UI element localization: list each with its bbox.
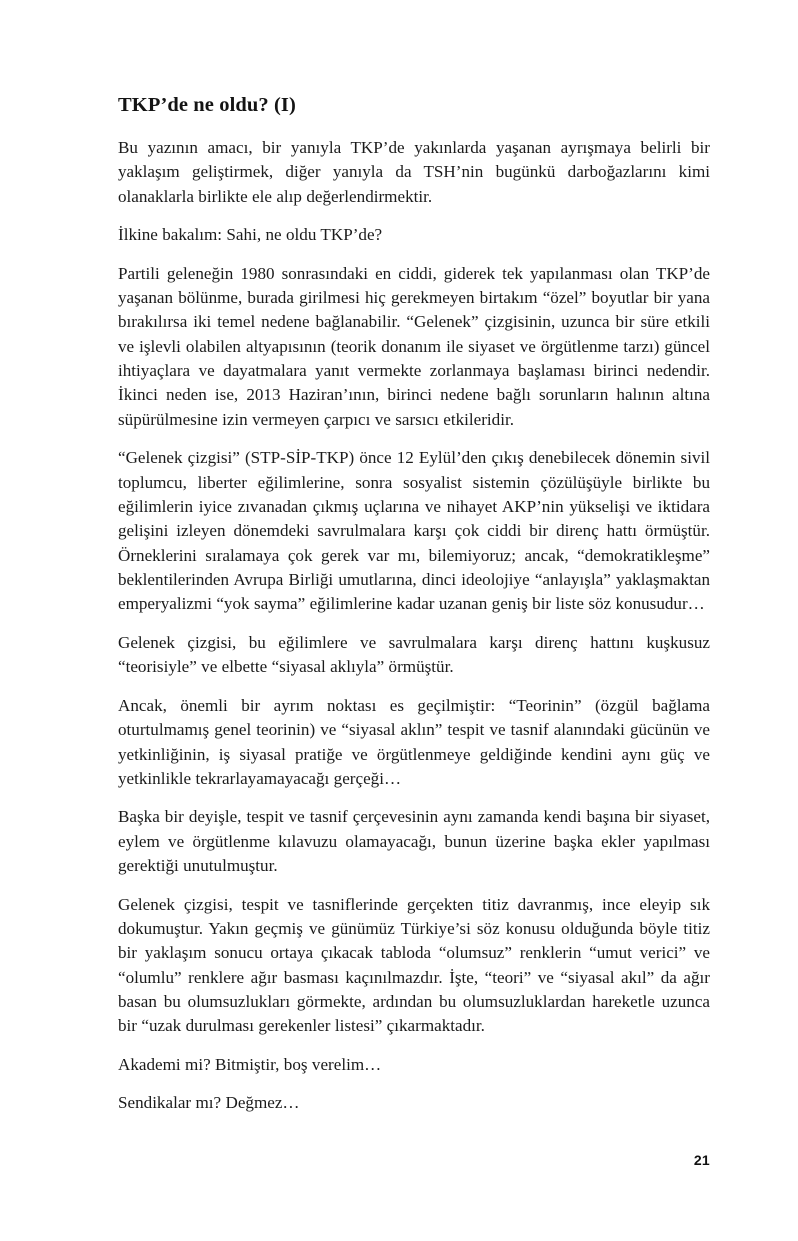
- text-column: [118, 92, 710, 1116]
- body-paragraph: “Gelenek çizgisi” (STP-SİP-TKP) önce 12 Eylül’den çıkış denebilecek dönemin sivil toplumcu, liberter eğilimlerine, sonra sosyalist sistemin çözülüşüyle birlikte bu eğilimlerin iyice zıvanadan çıkmış uçlarına ve nihayet AKP’nin yükselişi ve iktidara gelişini izleyen dönemdeki savrulmalara karşı çok ciddi bir direnç hattı örmüştür. Örneklerini sıralamaya çok gerek var mı, bilemiyoruz; ancak, “demokratikleşme” beklentilerinden Avrupa Birliği umutlarına, dinci ideolojiye “anlayışla” yaklaşmaktan emperyalizmi “yok sayma” eğilimlerine kadar uzanan geniş bir liste söz konusudur…: [118, 448, 710, 614]
- body-paragraph: Gelenek çizgisi, bu eğilimlere ve savrulmalara karşı direnç hattını kuşkusuz “teorisiyle” ve elbette “siyasal aklıyla” örmüştür.: [118, 632, 710, 677]
- body-paragraph: Partili geleneğin 1980 sonrasındaki en ciddi, giderek tek yapılanması olan TKP’de yaşanan bölünme, burada girilmesi hiç gerekmeyen birtakım “özel” boyutlar bir yana bırakılırsa iki temel nedene bağlanabilir. “Gelenek” çizgisinin, uzunca bir süre etkili ve işlevli olabilen altyapısının (teorik donanım ile siyaset ve örgütlenme tarzı) güncel ihtiyaçlara ve dayatmalara yanıt vermekte zorlanmaya başlaması birinci nedendir. İkinci neden ise, 2013 Haziran’ının, birinci nedene bağlı sorunların halının altına süpürülmesine izin vermeyen çarpıcı ve sarsıcı etkileridir.: [118, 263, 710, 429]
- body-paragraph: Başka bir deyişle, tespit ve tasnif çerçevesinin aynı zamanda kendi başına bir siyaset, eylem ve örgütlenme kılavuzu olamayacağı, bunun üzerine başka ekler yapılması gerektiği unutulmuştur.: [118, 807, 710, 876]
- body-paragraph: Gelenek çizgisi, tespit ve tasniflerinde gerçekten titiz davranmış, ince eleyip sık dokumuştur. Yakın geçmiş ve günümüz Türkiye’si söz konusu olduğunda böyle titiz bir yaklaşım sonucu ortaya çıkacak tabloda “olumsuz” renklerin “umut verici” ve “olumlu” renklere ağır basması kaçınılmazdır. İşte, “teori” ve “siyasal akıl” da ağır basan bu olumsuzlukları görmekte, ardından bu olumsuzluklardan hareketle uzunca bir “uzak durulması gerekenler listesi” çıkarmaktadır.: [118, 894, 710, 1036]
- body-paragraph: Ancak, önemli bir ayrım noktası es geçilmiştir: “Teorinin” (özgül bağlama oturtulmamış genel teorinin) ve “siyasal aklın” tespit ve tasnif alanındaki gücünün ve yetkinliğinin, iş siyasal pratiğe ve örgütlenmeye geldiğinde kendini aynı güç ve yetkinlikle tekrarlayamayacağı gerçeği…: [118, 695, 710, 788]
- page-title: TKP’de ne oldu? (I): [118, 94, 296, 116]
- body-paragraph: Bu yazının amacı, bir yanıyla TKP’de yakınlarda yaşanan ayrışmaya belirli bir yaklaşım geliştirmek, diğer yanıyla da TSH’nin bugünkü darboğazlarını kimi olanaklarla birlikte ele alıp değerlendirmektir.: [118, 138, 710, 206]
- body-paragraph: Akademi mi? Bitmiştir, boş verelim…: [118, 1054, 382, 1074]
- body-paragraph: İlkine bakalım: Sahi, ne oldu TKP’de?: [118, 225, 383, 245]
- body-paragraph: Sendikalar mı? Değmez…: [118, 1093, 300, 1113]
- page-number: 21: [693, 1152, 710, 1168]
